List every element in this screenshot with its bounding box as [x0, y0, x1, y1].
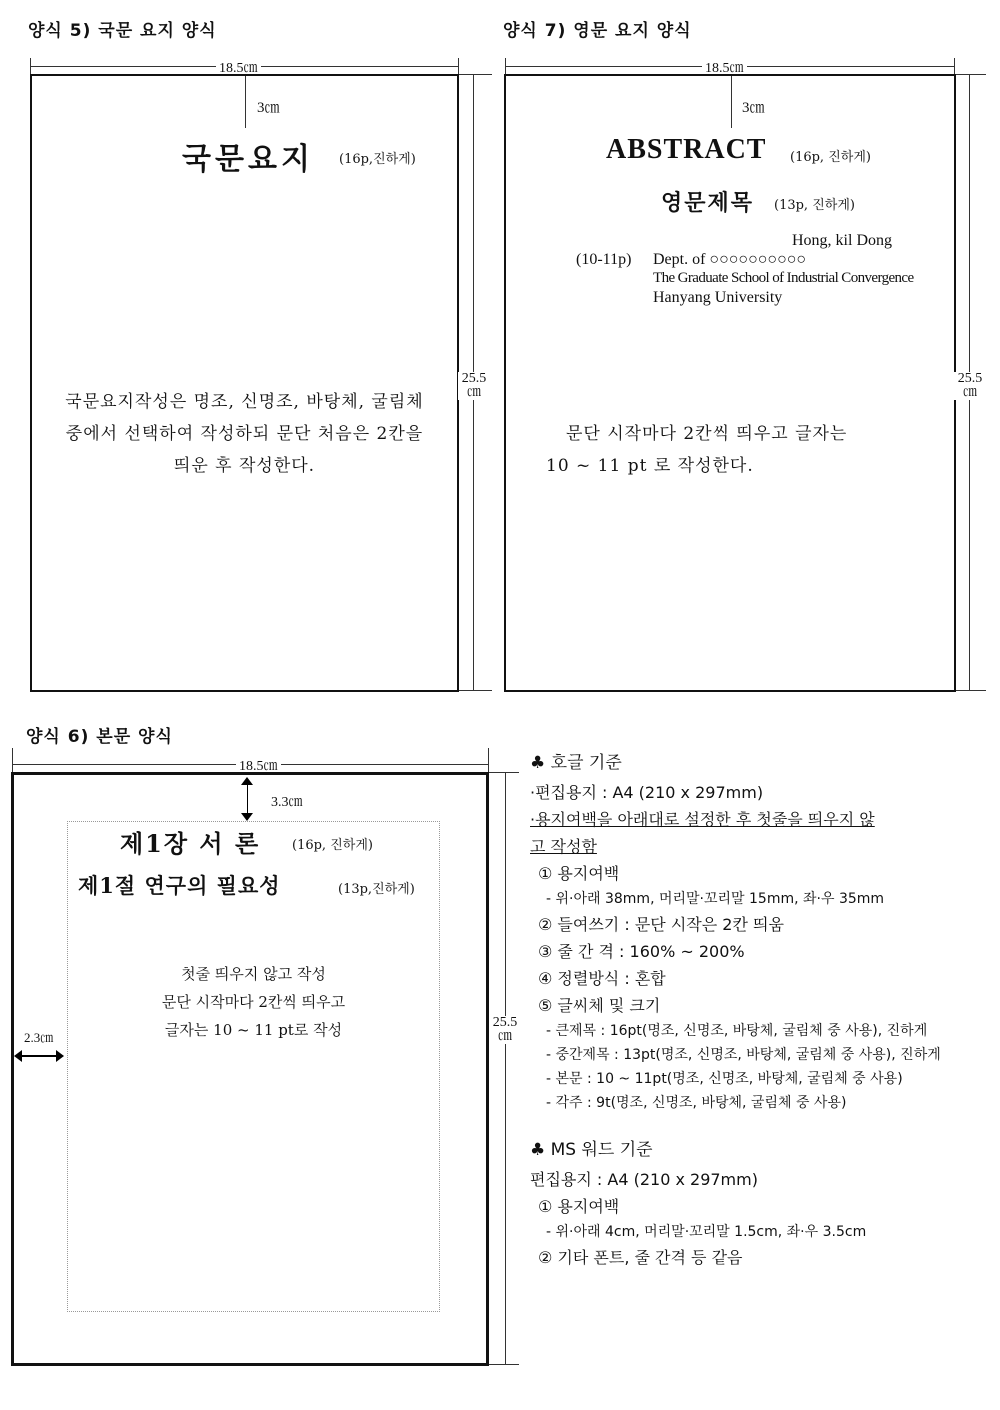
form6-height-unit: ㎝ — [498, 1029, 512, 1044]
hangul-margin-note-cont: 고 작성함 — [530, 837, 597, 856]
form6-chapter-note: (16p, 진하게) — [292, 838, 373, 853]
form5-height-value: 25.5 — [461, 371, 487, 386]
form7-height-label — [954, 372, 986, 400]
form6-body-line: 문단 시작마다 2칸씩 띄우고 — [161, 993, 346, 1011]
hangul-item-font: ⑤ 글씨체 및 크기 — [538, 996, 661, 1015]
form7-heading: ABSTRACT — [606, 134, 767, 165]
form7-width-tick-right — [954, 58, 955, 74]
form7-height-tick-bottom — [956, 690, 986, 691]
hangul-paper: ·편집용지 : A4 (210 x 297mm) — [530, 783, 764, 802]
msword-paper: 편집용지 : A4 (210 x 297mm) — [530, 1170, 758, 1189]
form7-height-unit: ㎝ — [963, 385, 977, 400]
msword-guide-heading: ♣ MS 워드 기준 — [530, 1140, 653, 1160]
form6-width-label: 18.5㎝ — [236, 755, 281, 775]
form5-width-label: 18.5㎝ — [216, 57, 261, 77]
form5-height-tick-top — [459, 74, 492, 75]
form7-width-tick-left — [505, 58, 506, 74]
form7-width-label: 18.5㎝ — [702, 57, 747, 77]
format-guide — [530, 748, 970, 1271]
form7-body-line: 문단 시작마다 2칸씩 띄우고 글자는 — [566, 424, 848, 444]
msword-item-margin-detail: - 위·아래 4cm, 머리말·꼬리말 1.5cm, 좌·우 3.5cm — [546, 1224, 867, 1240]
arrow-right-icon — [56, 1050, 64, 1062]
hangul-margin-note: ·용지여백을 아래대로 설정한 후 첫줄을 띄우지 않 — [530, 810, 875, 829]
form5-width-tick-right — [458, 58, 459, 74]
form5-heading: 국문요지 — [182, 142, 314, 177]
form7-dept: Dept. of ○○○○○○○○○○ — [653, 251, 807, 268]
form6-page — [11, 772, 489, 1366]
form6-body-line: 글자는 10 ~ 11 pt로 작성 — [164, 1021, 343, 1039]
form6-section: 제1절 연구의 필요성 — [78, 873, 281, 898]
form6-section-note: (13p,진하게) — [338, 882, 415, 897]
form7-height-value: 25.5 — [957, 371, 983, 386]
form7-subtitle-note: (13p, 진하게) — [774, 198, 855, 213]
form5-body-line: 중에서 선택하여 작성하되 문단 처음은 2칸을 — [65, 424, 424, 444]
form5-top-label: 3㎝ — [257, 100, 280, 116]
form5-body-line: 국문요지작성은 명조, 신명조, 바탕체, 굴림체 — [65, 392, 424, 412]
form6-title: 양식 6) 본문 양식 — [26, 727, 173, 747]
form5-height-unit: ㎝ — [467, 385, 481, 400]
form6-height-line — [505, 772, 506, 1364]
msword-item-other: ② 기타 폰트, 줄 간격 등 같음 — [538, 1248, 743, 1267]
font-rule-subtitle: - 중간제목 : 13pt(명조, 신명조, 바탕체, 굴림체 중 사용), 진하게 — [546, 1047, 941, 1063]
form7-top-label: 3㎝ — [742, 100, 765, 116]
hangul-item-indent: ② 들여쓰기 : 문단 시작은 2칸 띄움 — [538, 915, 784, 934]
hangul-item-align: ④ 정렬방식 : 혼합 — [538, 969, 666, 988]
form7-title: 양식 7) 영문 요지 양식 — [503, 21, 692, 41]
form6-left-label: 2.3㎝ — [24, 1030, 54, 1045]
hangul-guide-heading: ♣ 호글 기준 — [530, 753, 622, 773]
font-rule-footnote: - 각주 : 9t(명조, 신명조, 바탕체, 굴림체 중 사용) — [546, 1095, 847, 1111]
arrow-left-icon — [14, 1050, 22, 1062]
form5-title: 양식 5) 국문 요지 양식 — [28, 21, 217, 41]
form6-width-tick-left — [12, 748, 13, 772]
form5-body — [32, 386, 457, 482]
form7-size-note: (10-11p) — [576, 251, 632, 268]
form6-body — [68, 960, 439, 1044]
form6-width-tick-right — [488, 748, 489, 772]
form5-top-line — [245, 76, 246, 128]
form6-top-arrow — [247, 781, 248, 815]
form5-page — [30, 74, 459, 692]
form6-chapter: 제1장 서 론 — [120, 829, 261, 858]
hangul-item-margin: ① 용지여백 — [538, 864, 620, 883]
font-rule-title: - 큰제목 : 16pt(명조, 신명조, 바탕체, 굴림체 중 사용), 진하게 — [546, 1023, 928, 1039]
form6-height-tick-bottom — [489, 1364, 519, 1365]
form5-height-label — [458, 372, 490, 400]
form5-width-tick-left — [30, 58, 31, 74]
form6-text-area — [67, 821, 440, 1312]
guide-spacer — [530, 1115, 970, 1135]
form7-heading-note: (16p, 진하게) — [790, 150, 871, 165]
form6-body-line: 첫줄 띄우지 않고 작성 — [181, 965, 326, 983]
form6-height-value: 25.5 — [492, 1015, 518, 1030]
form6-height-label — [489, 1016, 521, 1044]
form7-subtitle: 영문제목 — [661, 190, 755, 216]
form6-top-label: 3.3㎝ — [271, 795, 303, 810]
form7-body-line: 10 ~ 11 pt 로 작성한다. — [546, 456, 754, 476]
form7-body — [546, 418, 847, 482]
msword-item-margin: ① 용지여백 — [538, 1197, 620, 1216]
form7-author: Hong, kil Dong — [792, 232, 892, 249]
font-rule-body: - 본문 : 10 ~ 11pt(명조, 신명조, 바탕체, 굴림체 중 사용) — [546, 1071, 903, 1087]
form7-top-line — [731, 76, 732, 128]
form6-left-arrow — [20, 1055, 58, 1057]
form7-university: Hanyang University — [653, 289, 783, 306]
form5-height-tick-bottom — [459, 690, 492, 691]
form6-height-tick-top — [489, 772, 519, 773]
form7-page — [504, 74, 956, 692]
hangul-item-margin-detail: - 위·아래 38mm, 머리말·꼬리말 15mm, 좌·우 35mm — [546, 891, 885, 907]
arrow-down-icon — [241, 813, 253, 821]
form5-heading-note: (16p,진하게) — [339, 152, 416, 167]
form7-height-tick-top — [956, 74, 986, 75]
hangul-item-spacing: ③ 줄 간 격 : 160% ~ 200% — [538, 942, 745, 961]
form5-body-line: 띄운 후 작성한다. — [173, 456, 316, 476]
arrow-up-icon — [241, 777, 253, 785]
form7-school: The Graduate School of Industrial Convergence — [653, 270, 914, 286]
